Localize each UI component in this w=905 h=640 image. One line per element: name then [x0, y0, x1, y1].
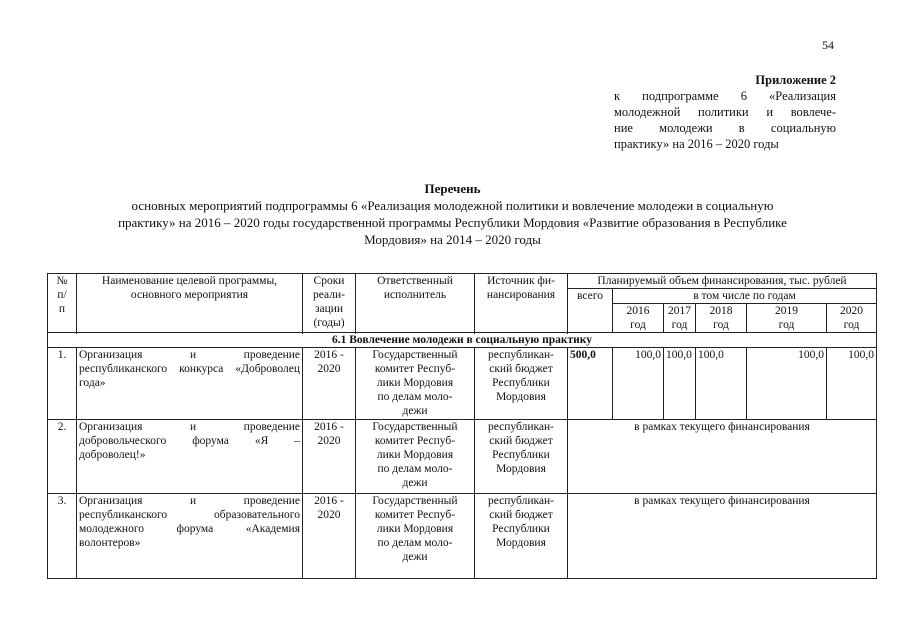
appendix-line: к подпрограмме 6 «Реализация [614, 89, 836, 103]
row-executor: Государственный комитет Респуб- лики Мордовия по делам моло- дежи [356, 420, 475, 494]
header-year-2018: 2018 год [696, 304, 747, 333]
row-executor: Государственный комитет Респуб- лики Мордовия по делам моло- дежи [356, 348, 475, 420]
header-term: Сроки реали- зации (годы) [303, 274, 356, 333]
document-subtitle-line: Мордовия» на 2014 – 2020 годы [364, 232, 541, 247]
row-num: 1. [48, 348, 77, 420]
appendix-line: практику» на 2016 – 2020 годы [614, 137, 779, 151]
header-source: Источник фи- нансирования [475, 274, 568, 333]
row-term: 2016 - 2020 [303, 494, 356, 579]
header-executor: Ответственный исполнитель [356, 274, 475, 333]
row-source: республикан- ский бюджет Республики Мордовия [475, 420, 568, 494]
header-year-2019: 2019 год [747, 304, 827, 333]
row-num: 3. [48, 494, 77, 579]
document-subtitle-line: практику» на 2016 – 2020 годы государственной программы Республики Мордовия «Развитие образования в Республике [118, 215, 787, 230]
row-year-2017: 100,0 [664, 348, 696, 420]
row-name: Организация и проведение республиканского конкурса «Доброволец года» [77, 348, 303, 420]
appendix-line: молодежной политики и вовлече- [614, 105, 836, 119]
header-year-2017: 2017 год [664, 304, 696, 333]
header-year-2016: 2016 год [613, 304, 664, 333]
table-row [48, 420, 877, 494]
row-source: республикан- ский бюджет Республики Мордовия [475, 348, 568, 420]
header-year-2020: 2020 год [827, 304, 877, 333]
measures-table [47, 273, 877, 579]
row-year-2016: 100,0 [613, 348, 664, 420]
header-num: № п/ п [48, 274, 77, 333]
row-year-2018: 100,0 [696, 348, 747, 420]
row-total: 500,0 [568, 348, 613, 420]
row-term: 2016 - 2020 [303, 348, 356, 420]
row-year-2019: 100,0 [747, 348, 827, 420]
header-total: всего [568, 289, 613, 333]
header-by-years: в том числе по годам [613, 289, 877, 304]
table-row [48, 348, 877, 420]
document-heading [40, 180, 865, 248]
row-year-2020: 100,0 [827, 348, 877, 420]
row-executor: Государственный комитет Респуб- лики Мордовия по делам моло- дежи [356, 494, 475, 579]
header-name: Наименование целевой программы, основного мероприятия [77, 274, 303, 333]
row-name: Организация и проведение республиканского образовательного молодежного форума «Академия волонтеров» [77, 494, 303, 579]
header-funding: Планируемый объем финансирования, тыс. рублей [568, 274, 877, 289]
appendix-title: Приложение 2 [755, 73, 836, 87]
document-subtitle-line: основных мероприятий подпрограммы 6 «Реализация молодежной политики и вовлечение молодежи в социальную [131, 198, 774, 213]
appendix-line: ние молодежи в социальную [614, 121, 836, 135]
document-title: Перечень [424, 181, 481, 196]
row-funding-note: в рамках текущего финансирования [568, 420, 877, 494]
row-num: 2. [48, 420, 77, 494]
row-source: республикан- ский бюджет Республики Мордовия [475, 494, 568, 579]
appendix-block [614, 72, 836, 152]
row-funding-note: в рамках текущего финансирования [568, 494, 877, 579]
row-name: Организация и проведение добровольческого форума «Я – доброволец!» [77, 420, 303, 494]
table-row [48, 494, 877, 579]
row-term: 2016 - 2020 [303, 420, 356, 494]
page-number: 54 [822, 38, 834, 52]
section-row: 6.1 Вовлечение молодежи в социальную практику [48, 333, 877, 348]
